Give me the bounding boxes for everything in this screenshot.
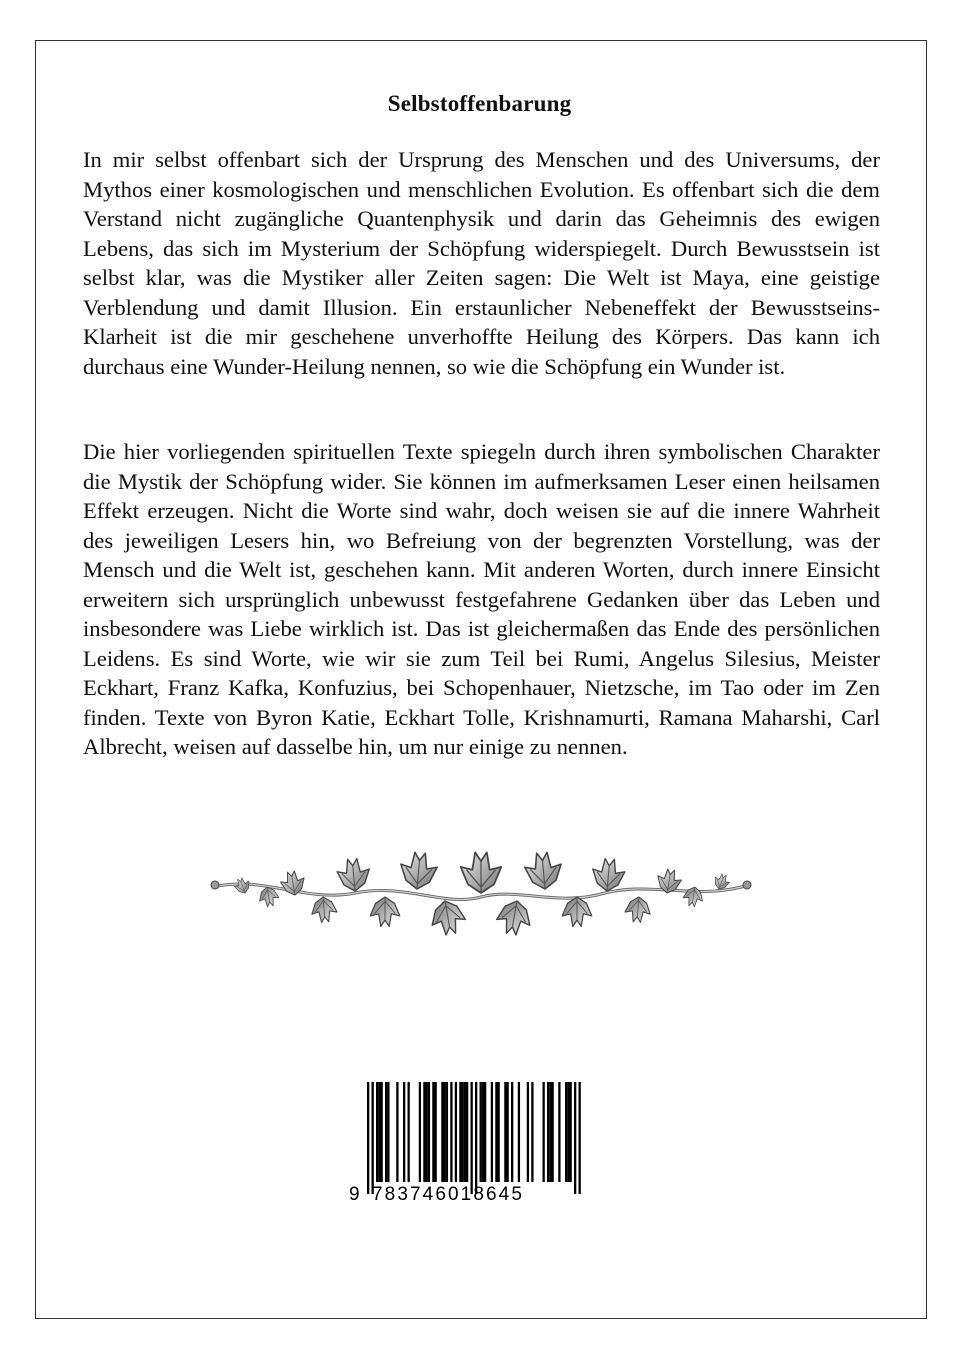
barcode-bar bbox=[552, 1082, 554, 1182]
barcode-bar bbox=[504, 1082, 506, 1182]
barcode-bar bbox=[511, 1082, 513, 1182]
body-paragraph-1: In mir selbst offenbart sich der Ursprung des Menschen und des Universums, der Mythos einer kosmologischen und menschlichen Evolution. Es offenbart sich die dem Verstand nicht zugängliche Quantenphysik und darin das Geheimnis des ewigen Lebens, das sich im Mysterium der Schöpfung widerspiegelt. Durch Bewusstsein ist selbst klar, was die Mystiker aller Zeiten sagen: Die Welt ist Maya, eine geistige Verblendung und damit Illusion. Ein erstaunlicher Nebeneffekt der Bewusstseins-Klarheit ist die mir geschehene unverhoffte Heilung des Körpers. Das kann ich durchaus eine Wunder-Heilung nennen, so wie die Schöpfung ein Wunder ist. bbox=[83, 147, 880, 379]
barcode-bar bbox=[446, 1082, 448, 1182]
barcode-bar bbox=[498, 1082, 500, 1182]
barcode-bar bbox=[378, 1082, 380, 1182]
barcode-bar bbox=[385, 1082, 387, 1182]
barcode-bar bbox=[547, 1082, 549, 1182]
barcode-lead-digit: 9 bbox=[349, 1184, 360, 1205]
barcode-bar bbox=[491, 1082, 493, 1182]
barcode-bar bbox=[419, 1082, 421, 1182]
barcode-bar bbox=[527, 1082, 529, 1182]
barcode-bar bbox=[565, 1082, 567, 1182]
barcode-bar bbox=[507, 1082, 509, 1182]
barcode-bar bbox=[464, 1082, 466, 1182]
barcode-bar bbox=[459, 1082, 461, 1182]
barcode-bar bbox=[484, 1082, 486, 1182]
barcode-bar bbox=[531, 1082, 533, 1182]
barcode-bar bbox=[372, 1082, 374, 1194]
barcode-bar bbox=[444, 1082, 446, 1182]
barcode-bar bbox=[570, 1082, 572, 1182]
barcode-bar bbox=[480, 1082, 482, 1182]
barcode-bar bbox=[396, 1082, 398, 1182]
barcode-bar bbox=[423, 1082, 425, 1182]
barcode-digits: 783746018645 bbox=[372, 1184, 525, 1205]
barcode-bar bbox=[558, 1082, 560, 1182]
barcode-bar bbox=[466, 1082, 468, 1182]
barcode-bar bbox=[432, 1082, 434, 1182]
barcode-bar bbox=[518, 1082, 520, 1182]
barcode-bar bbox=[376, 1082, 378, 1182]
barcode-bar bbox=[543, 1082, 545, 1182]
barcode-bar bbox=[387, 1082, 389, 1182]
barcode-bar bbox=[574, 1082, 576, 1194]
barcode-bar bbox=[475, 1082, 477, 1194]
barcode-bar bbox=[482, 1082, 484, 1182]
barcode-bar bbox=[403, 1082, 405, 1182]
barcode-bar bbox=[450, 1082, 452, 1182]
barcode-bar bbox=[441, 1082, 443, 1182]
barcode-bar bbox=[426, 1082, 428, 1182]
page-title: Selbstoffenbarung bbox=[387, 91, 572, 116]
barcode-bar bbox=[408, 1082, 410, 1182]
barcode-bar bbox=[435, 1082, 437, 1182]
barcode-bar bbox=[428, 1082, 430, 1182]
barcode-bar bbox=[549, 1082, 551, 1182]
barcode-bar bbox=[367, 1082, 369, 1194]
body-paragraph-2: Die hier vorliegenden spirituellen Texte spiegeln durch ihren symbolischen Charakter die Mystik der Schöpfung wider. Sie können im aufmerksamen Leser einen heilsamen Effekt erzeugen. Nicht die Worte sind wahr, doch weisen sie auf die innere Wahrheit des jeweiligen Lesers hin, wo Befreiung von der begrenzten Vorstellung, was der Mensch und die Welt ist, geschehen kann. Mit anderen Worten, durch innere Einsicht erweitern sich ursprünglich unbewusst festgefahrene Gedanken über das Leben und insbesondere was Liebe wirklich ist. Das ist gleichermaßen das Ende des persönlichen Leidens. Es sind Worte, wie wir sie zum Teil bei Rumi, Angelus Silesius, Meister Eckhart, Franz Kafka, Konfuzius, bei Schopenhauer, Nietzsche, im Tao oder im Zen finden. Texte von Byron Katie, Eckhart Tolle, Krishnamurti, Ramana Maharshi, Carl Albrecht, weisen auf dasselbe hin, um nur einige zu nennen. bbox=[83, 439, 880, 759]
barcode-bar bbox=[567, 1082, 569, 1182]
barcode-bar bbox=[462, 1082, 464, 1182]
barcode-bar bbox=[471, 1082, 473, 1194]
barcode-bar bbox=[579, 1082, 581, 1194]
barcode-bar bbox=[495, 1082, 497, 1182]
barcode-bar bbox=[381, 1082, 383, 1182]
barcode-bar bbox=[455, 1082, 457, 1182]
isbn-barcode bbox=[345, 1082, 590, 1207]
ivy-vine-ornament-icon bbox=[205, 835, 757, 945]
